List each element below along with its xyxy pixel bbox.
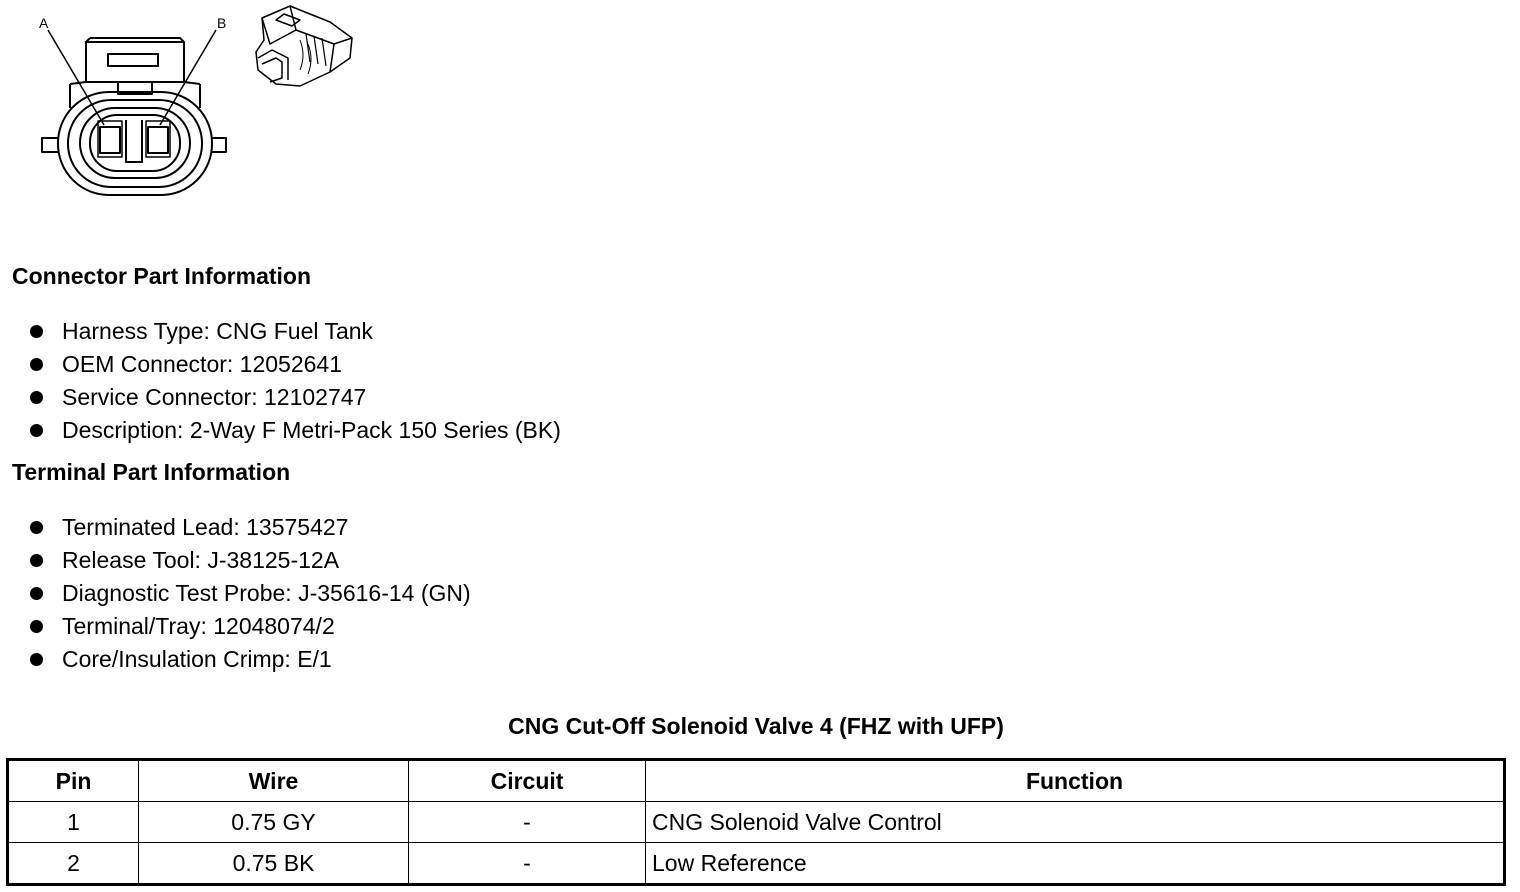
list-item: Diagnostic Test Probe: J-35616-14 (GN) xyxy=(30,577,471,610)
cavity-a xyxy=(100,127,120,153)
terminal-info-list xyxy=(30,511,471,676)
terminal-info-heading: Terminal Part Information xyxy=(12,459,291,485)
circuit-cell: - xyxy=(409,843,646,885)
connector-3d-sketch xyxy=(256,6,352,86)
connector-face-view xyxy=(42,38,226,195)
table-title: CNG Cut-Off Solenoid Valve 4 (FHZ with UFP) xyxy=(508,713,1004,739)
column-header-function: Function xyxy=(646,760,1505,802)
pin-leader-lines xyxy=(48,30,216,125)
column-header-wire: Wire xyxy=(139,760,409,802)
bullet-icon xyxy=(30,587,43,600)
table-row xyxy=(8,843,1505,885)
column-header-circuit: Circuit xyxy=(409,760,646,802)
list-item: Service Connector: 12102747 xyxy=(30,381,561,414)
list-item: OEM Connector: 12052641 xyxy=(30,348,561,381)
list-item: Terminal/Tray: 12048074/2 xyxy=(30,610,471,643)
connector-info-list xyxy=(30,315,561,447)
bullet-icon xyxy=(30,358,43,371)
list-item: Harness Type: CNG Fuel Tank xyxy=(30,315,561,348)
wire-cell: 0.75 BK xyxy=(139,843,409,885)
column-header-pin: Pin xyxy=(8,760,139,802)
connector-diagram xyxy=(0,0,380,210)
list-item: Description: 2-Way F Metri-Pack 150 Series (BK) xyxy=(30,414,561,447)
bullet-icon xyxy=(30,325,43,338)
list-item: Release Tool: J-38125-12A xyxy=(30,544,471,577)
bullet-icon xyxy=(30,620,43,633)
table-header-row xyxy=(8,760,1505,802)
circuit-cell: - xyxy=(409,802,646,843)
pin-cell: 2 xyxy=(8,843,139,885)
bullet-icon xyxy=(30,521,43,534)
function-cell: CNG Solenoid Valve Control xyxy=(646,802,1505,843)
bullet-icon xyxy=(30,391,43,404)
pinout-table xyxy=(6,758,1506,886)
cavity-b xyxy=(148,127,168,153)
list-item: Terminated Lead: 13575427 xyxy=(30,511,471,544)
wire-cell: 0.75 GY xyxy=(139,802,409,843)
bullet-icon xyxy=(30,424,43,437)
function-cell: Low Reference xyxy=(646,843,1505,885)
list-item: Core/Insulation Crimp: E/1 xyxy=(30,643,471,676)
pin-label-a: A xyxy=(39,15,49,31)
connector-info-heading: Connector Part Information xyxy=(12,263,312,289)
bullet-icon xyxy=(30,653,43,666)
pin-cell: 1 xyxy=(8,802,139,843)
bullet-icon xyxy=(30,554,43,567)
table-row xyxy=(8,802,1505,843)
pin-label-b: B xyxy=(217,15,227,31)
